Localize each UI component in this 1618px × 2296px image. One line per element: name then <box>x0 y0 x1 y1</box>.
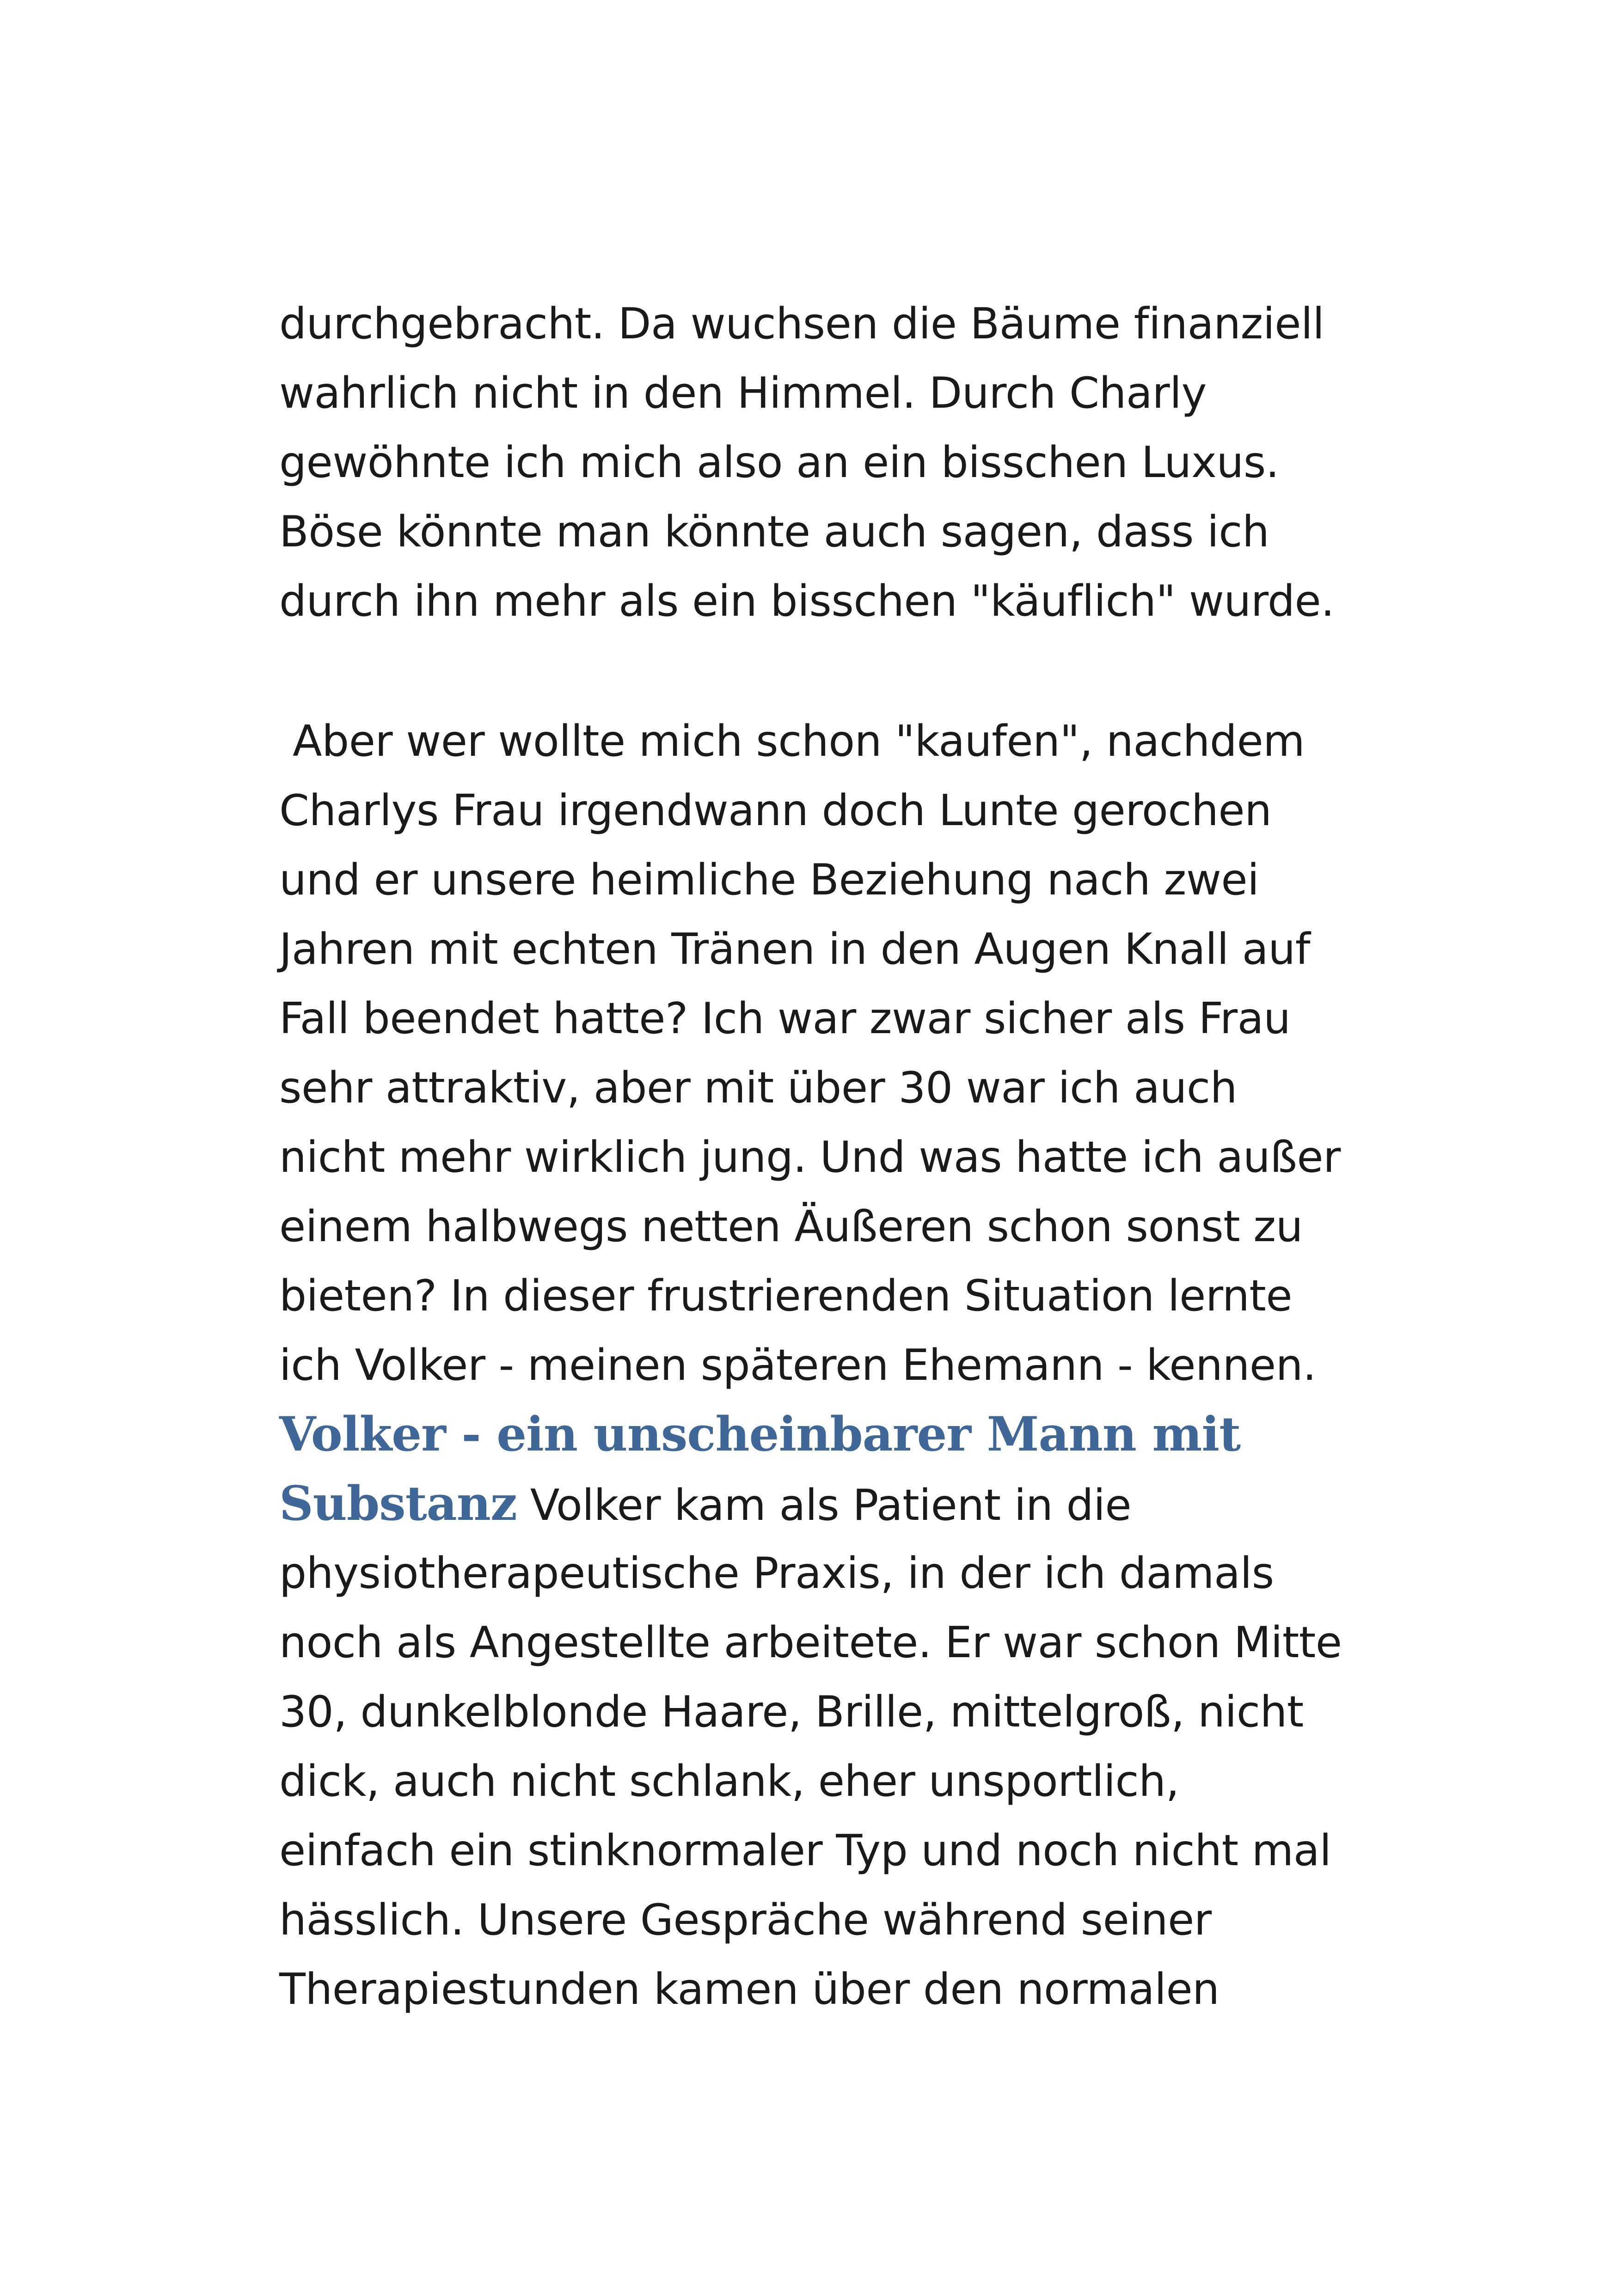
text-line: und er unsere heimliche Beziehung nach zwei <box>279 855 1259 905</box>
paragraph-1 <box>279 289 1398 636</box>
text-line: sehr attraktiv, aber mit über 30 war ich auch <box>279 1063 1238 1113</box>
text-line: Fall beendet hatte? Ich war zwar sicher als Frau <box>279 993 1291 1043</box>
text-line: bieten? In dieser frustrierenden Situation lernte <box>279 1271 1293 1321</box>
paragraph-2 <box>279 706 1398 2024</box>
text-line: hässlich. Unsere Gespräche während seiner <box>279 1895 1212 1945</box>
text-line: einfach ein stinknormaler Typ und noch nicht mal <box>279 1825 1331 1875</box>
text-line: durchgebracht. Da wuchsen die Bäume finanziell <box>279 299 1324 349</box>
text-line: Therapiestunden kamen über den normalen <box>279 1964 1220 2014</box>
section-heading: Volker - ein unscheinbarer Mann mit <box>279 1407 1241 1462</box>
text-line-continuation: Volker kam als Patient in die <box>516 1480 1132 1530</box>
text-line: noch als Angestellte arbeitete. Er war schon Mitte <box>279 1617 1342 1667</box>
text-line: physiotherapeutische Praxis, in der ich damals <box>279 1548 1274 1598</box>
text-line: wahrlich nicht in den Himmel. Durch Charly <box>279 368 1207 418</box>
text-line: Jahren mit echten Tränen in den Augen Knall auf <box>279 924 1310 974</box>
text-line: nicht mehr wirklich jung. Und was hatte ich außer <box>279 1132 1341 1182</box>
text-line: 30, dunkelblonde Haare, Brille, mittelgroß, nicht <box>279 1687 1304 1737</box>
section-heading-line-2 <box>279 1469 1398 1538</box>
text-line: gewöhnte ich mich also an ein bisschen Luxus. <box>279 437 1279 487</box>
text-line: Charlys Frau irgendwann doch Lunte gerochen <box>279 785 1272 835</box>
text-line: Aber wer wollte mich schon "kaufen", nachdem <box>279 716 1305 766</box>
text-line: dick, auch nicht schlank, eher unsportlich, <box>279 1756 1179 1806</box>
text-line: durch ihn mehr als ein bisschen "käuflich" wurde. <box>279 576 1335 626</box>
text-line: Böse könnte man könnte auch sagen, dass ich <box>279 507 1269 557</box>
text-line: einem halbwegs netten Äußeren schon sonst zu <box>279 1201 1303 1251</box>
section-heading-word: Substanz <box>279 1476 517 1531</box>
text-line: ich Volker - meinen späteren Ehemann - kennen. <box>279 1340 1317 1390</box>
